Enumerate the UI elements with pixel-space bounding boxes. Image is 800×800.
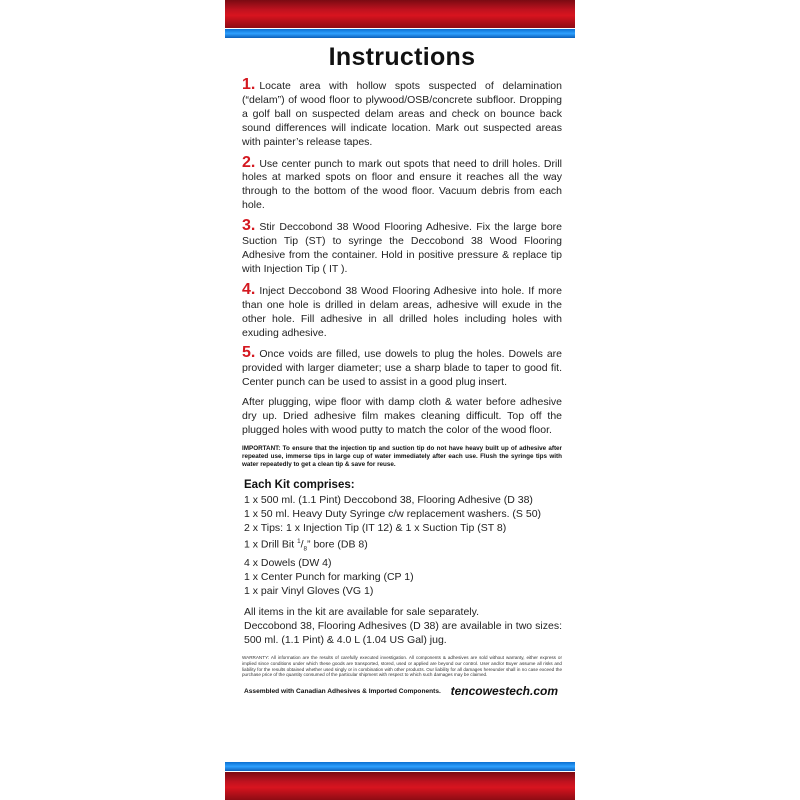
important-note: IMPORTANT: To ensure that the injection tip and suction tip do not have heavy built up of adhesive after repeated use, immerse tips in large cup of water immediately after each use. Flush the syringe tips with water repeatedly to get a clean tip & save for reuse.	[242, 444, 562, 468]
kit-item: 2 x Tips: 1 x Injection Tip (IT 12) & 1 x Suction Tip (ST 8)	[244, 521, 507, 534]
kit-item: 1 x 50 ml. Heavy Duty Syringe c/w replacement washers. (S 50)	[244, 507, 542, 520]
step-number: 1.	[242, 76, 256, 93]
step-5	[242, 346, 562, 390]
bottom-red-band	[225, 772, 575, 800]
kit-list	[242, 493, 562, 599]
card-content	[242, 40, 562, 700]
kit-title: Each Kit comprises:	[244, 478, 355, 491]
step-number: 3.	[242, 217, 256, 235]
step-4	[242, 280, 562, 341]
kit-item: 4 x Dowels (DW 4)	[244, 557, 332, 570]
step-number: 4.	[242, 280, 256, 298]
fraction-denominator: 8	[303, 545, 308, 553]
after-plugging-paragraph: After plugging, wipe floor with damp cloth & water before adhesive dry up. Dried adhesive film makes cleaning difficult. Top off the plugged holes with wood putty to match the color of the wood floor.	[242, 396, 562, 436]
page-title: Instructions	[328, 43, 476, 71]
availability-text: All items in the kit are available for sale separately.	[244, 606, 479, 619]
warranty-text: WARRANTY: All information are the results of carefully executed investigation. All components & adhesives are sold without warranty, either express or implied since conditions under which these goods are transported, stored, used or applied are beyond our control. User and/or Buyer assume all risks and liability for the results obtained whether used singly or in combination with other products. Our liability for all damages hereunder shall in no case exceed the purchase price of the quantity consumed of the particular shipment with respect to which such damages may be claimed.	[242, 655, 562, 678]
step-text: Use center punch to mark out spots that need to drill holes. Drill holes at marked spots on floor and ensure it reaches all the way through to the bottom of the wood floor. Vacuum debris from each hole.	[242, 157, 562, 212]
top-blue-band	[225, 29, 575, 38]
step-number: 5.	[242, 344, 256, 362]
step-1	[242, 78, 562, 150]
step-text: Locate area with hollow spots suspected of delamination (“delam”) of wood floor to plywood/OSB/concrete subfloor. Dropping a golf ball on suspected delam areas and check on bounce back sound differences will indicate location. Mark out suspected areas with painter’s release tapes.	[242, 80, 562, 148]
kit-item-drill-bit: 1 x Drill Bit $^1/_8$” bore (DB 8)	[244, 537, 368, 553]
bottom-blue-band	[225, 762, 575, 771]
step-3	[242, 219, 562, 277]
kit-item: 1 x Center Punch for marking (CP 1)	[244, 571, 414, 584]
assembled-note: Assembled with Canadian Adhesives & Imported Components.	[244, 687, 441, 695]
top-red-band	[225, 0, 575, 28]
step-text: Stir Deccobond 38 Wood Flooring Adhesive. Fix the large bore Suction Tip (ST) to syringe the Deccobond 38 Wood Flooring Adhesive from the container. Hold in positive pressure & replace tip with Injection Tip ( IT ).	[242, 221, 562, 275]
step-2	[242, 153, 562, 214]
sizes-text: Deccobond 38, Flooring Adhesives (D 38) are available in two sizes: 500 ml. (1.1 Pint) & 4.0 L (1.04 US Gal) jug.	[244, 620, 562, 647]
step-text: Inject Deccobond 38 Wood Flooring Adhesive into hole. If more than one hole is drilled in delam areas, adhesive will exude in the other hole. Fill adhesive in all drilled holes including holes with exuding adhesive.	[242, 284, 562, 339]
fraction-numerator: 1	[297, 537, 301, 545]
website-link[interactable]: tencowestech.com	[450, 683, 558, 698]
footer	[242, 684, 562, 700]
drill-bit-prefix: 1 x Drill Bit	[244, 538, 298, 551]
instruction-card	[225, 0, 575, 800]
drill-bit-suffix: ” bore (DB 8)	[307, 538, 368, 551]
step-text: Once voids are filled, use dowels to plug the holes. Dowels are provided with larger diameter; use a sharp blade to taper to good fit. Center punch can be used to assist in a good plug insert.	[242, 348, 562, 389]
kit-item: 1 x 500 ml. (1.1 Pint) Deccobond 38, Flooring Adhesive (D 38)	[244, 493, 533, 506]
step-number: 2.	[242, 153, 256, 171]
kit-item: 1 x pair Vinyl Gloves (VG 1)	[244, 585, 374, 598]
